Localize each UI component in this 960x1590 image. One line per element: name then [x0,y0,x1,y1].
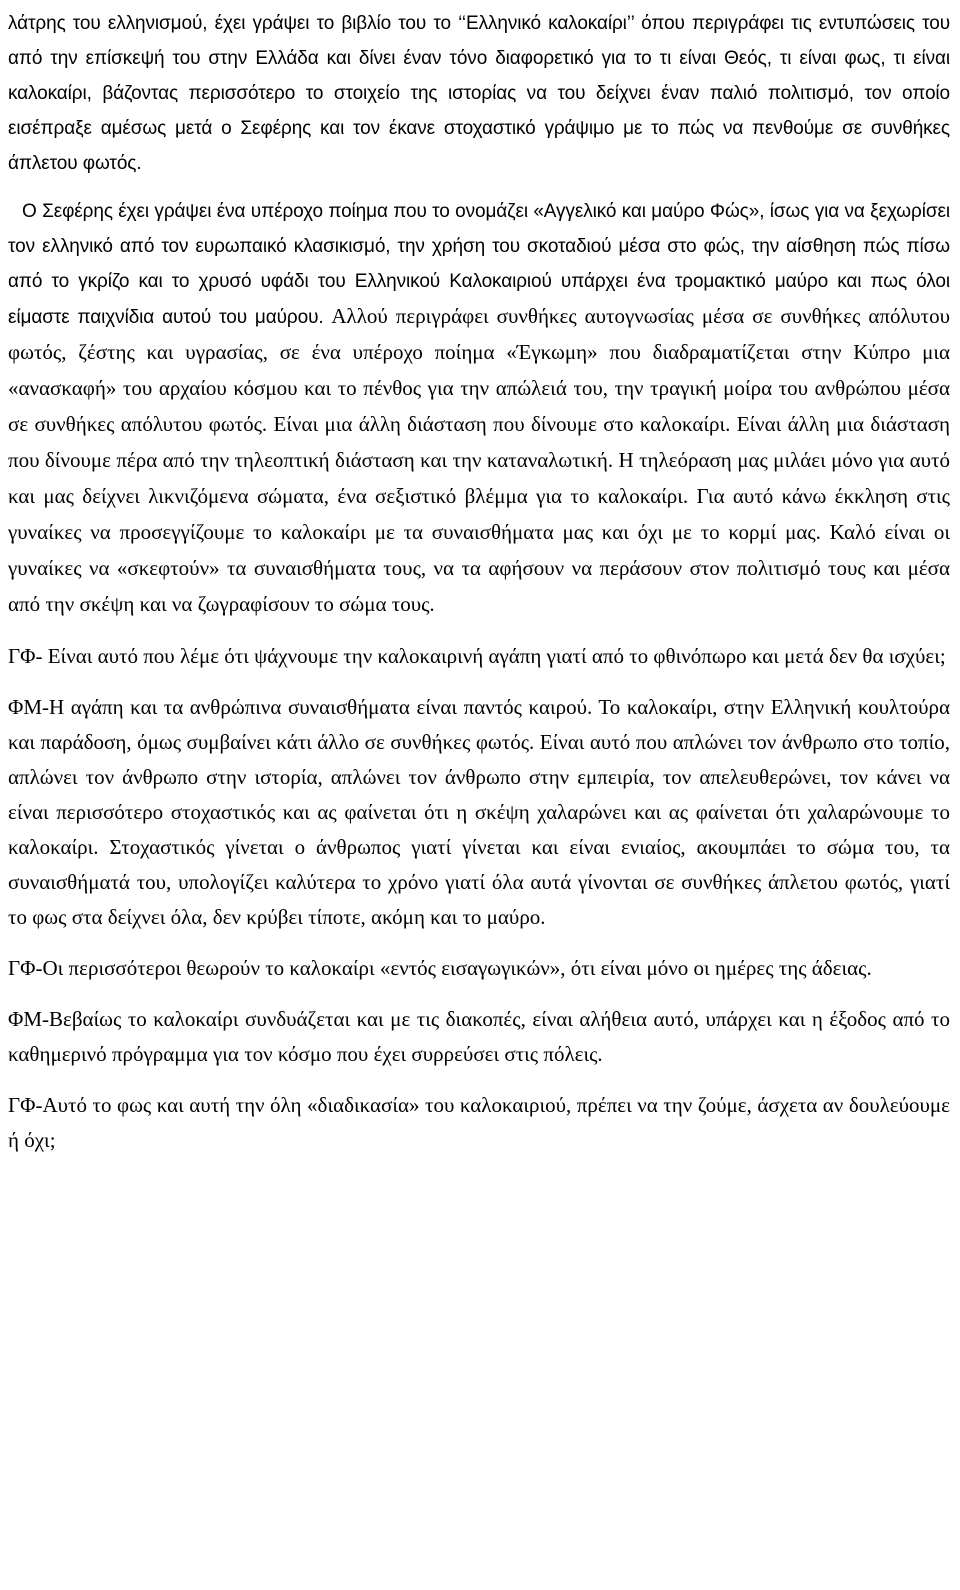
paragraph-3: ΓΦ- Είναι αυτό που λέμε ότι ψάχνουμε την καλοκαιρινή αγάπη γιατί από το φθινόπωρο και μετά δεν θα ισχύει; [8,644,946,668]
paragraph-2 [8,194,950,623]
paragraph-6: ΦΜ-Βεβαίως το καλοκαίρι συνδυάζεται και με τις διακοπές, είναι αλήθεια αυτό, υπάρχει και η έξοδος από το καθημερινό πρόγραμμα για τον κόσμο που έχει συρρεύσει στις πόλεις. [8,1007,950,1066]
paragraph-1: λάτρης του ελληνισμού, έχει γράψει το βιβλίο του το ‘‘Ελληνικό καλοκαίρι’’ όπου περιγράφει τις εντυπώσεις του από την επίσκεψή του στην Ελλάδα και δίνει έναν τόνο διαφορετικό για το τι είναι Θεός, τι είναι φως, τι είναι καλοκαίρι, βάζοντας περισσότερο το στοιχείο της ιστορίας να του δείχνει έναν παλιό πολιτισμό, τον οποίο εισέπραξε αμέσως μετά ο Σεφέρης και τον έκανε στοχαστικό γράψιμο με το πώς να πενθούμε σε συνθήκες άπλετου φωτός. [8,13,950,174]
paragraph-7: ΓΦ-Αυτό το φως και αυτή την όλη «διαδικασία» του καλοκαιριού, πρέπει να την ζούμε, άσχετα αν δουλεύουμε ή όχι; [8,1093,950,1152]
paragraph-2-part-b: Αλλού περιγράφει συνθήκες αυτογνωσίας μέσα σε συνθήκες απόλυτου φωτός, ζέστης και υγρασίας, σε ένα υπέροχο ποίημα «Έγκωμη» που διαδραματίζεται στην Κύπρο μια «ανασκαφή» του αρχαίου κόσμου και το πένθος για την απώλειά του, την τραγική μοίρα του ανθρώπου μέσα σε συνθήκες απόλυτου φωτός. Είναι μια άλλη διάσταση που δίνουμε στο καλοκαίρι. Είναι άλλη μια διάσταση που δίνουμε πέρα από την τηλεοπτική διάσταση και την καταναλωτική. Η τηλεόραση μας μιλάει μόνο για αυτό και μας δείχνει λικνιζόμενα σώματα, ένα σεξιστικό βλέμμα για το καλοκαίρι. Για αυτό κάνω έκκληση στις γυναίκες να προσεγγίζουμε το καλοκαίρι με τα συναισθήματα μας και όχι με το κορμί μας. Καλό είναι οι γυναίκες να «σκεφτούν» τα συναισθήματα τους, να τα αφήσουν να περάσουν στον πολιτισμό τους και μέσα από την σκέψη και να ζωγραφίσουν το σώμα τους. [8,304,950,616]
paragraph-4: ΦΜ-Η αγάπη και τα ανθρώπινα συναισθήματα είναι παντός καιρού. Το καλοκαίρι, στην Ελληνική κουλτούρα και παράδοση, όμως συμβαίνει κάτι άλλο σε συνθήκες φωτός. Είναι αυτό που απλώνει τον άνθρωπο στο τοπίο, απλώνει τον άνθρωπο στην ιστορία, απλώνει τον άνθρωπο στην εμπειρία, τον απελευθερώνει, τον κάνει να είναι περισσότερο στοχαστικός και ας φαίνεται ότι η σκέψη χαλαρώνει και ας φαίνεται ότι χαλαρώνουμε το καλοκαίρι. Στοχαστικός γίνεται ο άνθρωπος γιατί γίνεται και είναι ενιαίος, ακουμπάει το σώμα του, τα συναισθήματά του, υπολογίζει καλύτερα το χρόνο γιατί όλα αυτά γίνονται σε συνθήκες άπλετου φωτός, γιατί το φως στα δείχνει όλα, δεν κρύβει τίποτε, ακόμη και το μαύρο. [8,695,950,929]
paragraph-5: ΓΦ-Οι περισσότεροι θεωρούν το καλοκαίρι «εντός εισαγωγικών», ότι είναι μόνο οι ημέρες της άδειας. [8,956,872,980]
paragraph-2-part-a: Ο Σεφέρης έχει γράψει ένα υπέροχο ποίημα που το ονομάζει «Αγγελικό και μαύρο Φώς», ίσως για να ξεχωρίσει τον ελληνικό από τον ευρωπαικό κλασικισμό, την χρήση του σκοταδιού μέσα στο φώς, την αίσθηση πώς πίσω από το γκρίζο και το χρυσό υφάδι του Ελληνικού Καλοκαιριού υπάρχει ένα τρομακτικό μαύρο και πως όλοι είμαστε παιχνίδια αυτού του μαύρου. [8,201,950,328]
